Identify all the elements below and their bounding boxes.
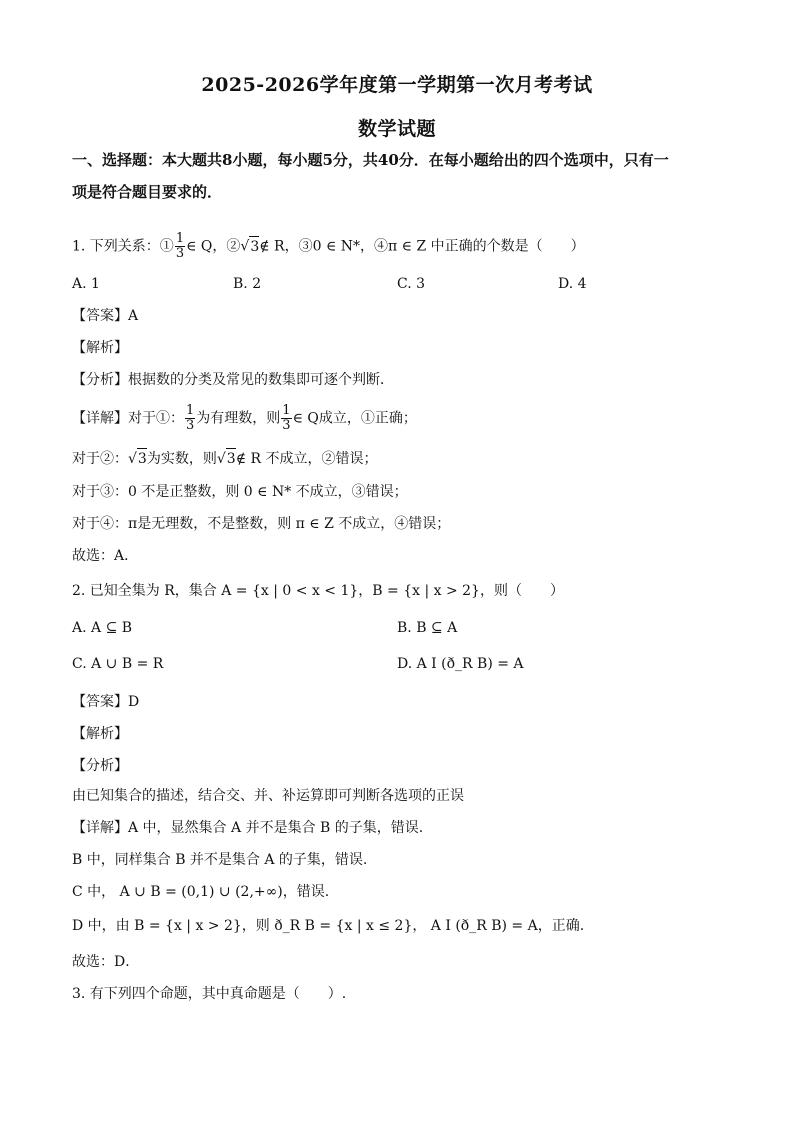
detail1-fraction-1 bbox=[185, 404, 195, 433]
detail1-a: 【详解】对于①： bbox=[72, 410, 184, 427]
sqrt-symbol: √ bbox=[216, 451, 226, 467]
q2-detail-d: D 中，由 B = {x | x > 2}，则 ð_R B = {x | x ≤ 2}， A I (ð_R B) = A，正确. bbox=[72, 918, 585, 934]
frac-numerator: 1 bbox=[282, 403, 291, 418]
q1-option-d: D. 4 bbox=[558, 276, 587, 292]
sqrt-value: 3 bbox=[137, 448, 147, 469]
frac-denominator: 3 bbox=[282, 418, 291, 433]
q1-rel1: ∈ Q bbox=[186, 238, 213, 255]
frac-numerator: 1 bbox=[175, 231, 185, 246]
q2-detail-c: C 中， A ∪ B = (0,1) ∪ (2,+∞)，错误. bbox=[72, 884, 330, 900]
question-2-stem: 2. 已知全集为 R，集合 A = {x | 0 < x < 1}，B = {x | x > 2}，则（ ） bbox=[72, 583, 564, 599]
q2-option-d: D. A I (ð_R B) = A bbox=[397, 656, 524, 672]
q1-analysis-label: 【解析】 bbox=[72, 340, 128, 356]
q1-suffix: 中正确的个数是（ ） bbox=[426, 238, 585, 255]
q1-rel3: 0 ∈ N* bbox=[312, 238, 361, 255]
sqrt-symbol: √ bbox=[128, 451, 137, 467]
frac-numerator: 1 bbox=[186, 403, 195, 418]
q1-prefix: 1. 下列关系：① bbox=[72, 238, 174, 255]
q1-rel4: π ∈ Z bbox=[388, 238, 427, 255]
q2-option-c: C. A ∪ B = R bbox=[72, 656, 164, 672]
detail2-a: 对于②： bbox=[72, 451, 128, 467]
detail1-b: 为有理数，则 bbox=[196, 410, 281, 427]
q1-fraction bbox=[175, 232, 185, 261]
detail1-fraction-2 bbox=[281, 404, 291, 433]
detail2-b: 为实数，则 bbox=[146, 451, 217, 467]
q1-item3: ，③ bbox=[284, 238, 313, 255]
q1-option-a: A. 1 bbox=[72, 276, 100, 292]
q2-analysis-label: 【解析】 bbox=[72, 726, 128, 742]
section-heading-line2: 项是符合题目要求的． bbox=[72, 183, 223, 201]
exam-subtitle: 数学试题 bbox=[357, 118, 436, 140]
q1-detail-1 bbox=[72, 404, 417, 433]
detail1-c: ∈ Q成立，①正确； bbox=[292, 410, 417, 427]
q2-fenxi-label: 【分析】 bbox=[72, 758, 128, 774]
question-1-stem bbox=[72, 232, 585, 261]
q1-detail-3: 对于③：0 不是正整数，则 0 ∈ N* 不成立，③错误； bbox=[72, 484, 408, 500]
question-3-stem: 3. 有下列四个命题，其中真命题是（ ）. bbox=[72, 986, 347, 1002]
q1-fenxi: 【分析】根据数的分类及常见的数集即可逐个判断． bbox=[72, 372, 394, 388]
q2-detail-a: 【详解】A 中，显然集合 A 并不是集合 B 的子集，错误. bbox=[72, 820, 424, 836]
sqrt-symbol: √ bbox=[240, 238, 250, 255]
sqrt-value: 3 bbox=[226, 448, 236, 469]
q1-rel2: ∉ R bbox=[259, 238, 285, 255]
q2-fenxi: 由已知集合的描述，结合交、并、补运算即可判断各选项的正误 bbox=[72, 788, 464, 804]
frac-denominator: 3 bbox=[186, 418, 195, 433]
q1-sqrt-value: 3 bbox=[249, 236, 259, 257]
q1-item2: ，② bbox=[212, 238, 241, 255]
q2-answer: 【答案】D bbox=[72, 694, 140, 710]
q2-detail-b: B 中，同样集合 B 并不是集合 A 的子集，错误. bbox=[72, 852, 368, 868]
frac-denominator: 3 bbox=[175, 246, 185, 261]
section-heading-line1: 一、选择题：本大题共8小题，每小题5分，共40分．在每小题给出的四个选项中，只有一 bbox=[72, 151, 669, 169]
q1-answer: 【答案】A bbox=[72, 308, 139, 324]
q1-conclusion: 故选：A． bbox=[72, 548, 139, 564]
detail2-c: ∉ R 不成立，②错误； bbox=[235, 451, 378, 467]
q1-item4: ，④ bbox=[360, 238, 389, 255]
q1-option-c: C. 3 bbox=[397, 276, 426, 292]
exam-title: 2025-2026学年度第一学期第一次月考考试 bbox=[201, 74, 593, 96]
q1-detail-2 bbox=[72, 448, 378, 469]
q1-detail-4: 对于④：π是无理数，不是整数，则 π ∈ Z 不成立，④错误； bbox=[72, 516, 451, 532]
q2-option-b: B. B ⊆ A bbox=[397, 620, 458, 636]
q2-conclusion: 故选：D． bbox=[72, 954, 140, 970]
q2-option-a: A. A ⊆ B bbox=[72, 620, 133, 636]
q1-option-b: B. 2 bbox=[233, 276, 262, 292]
